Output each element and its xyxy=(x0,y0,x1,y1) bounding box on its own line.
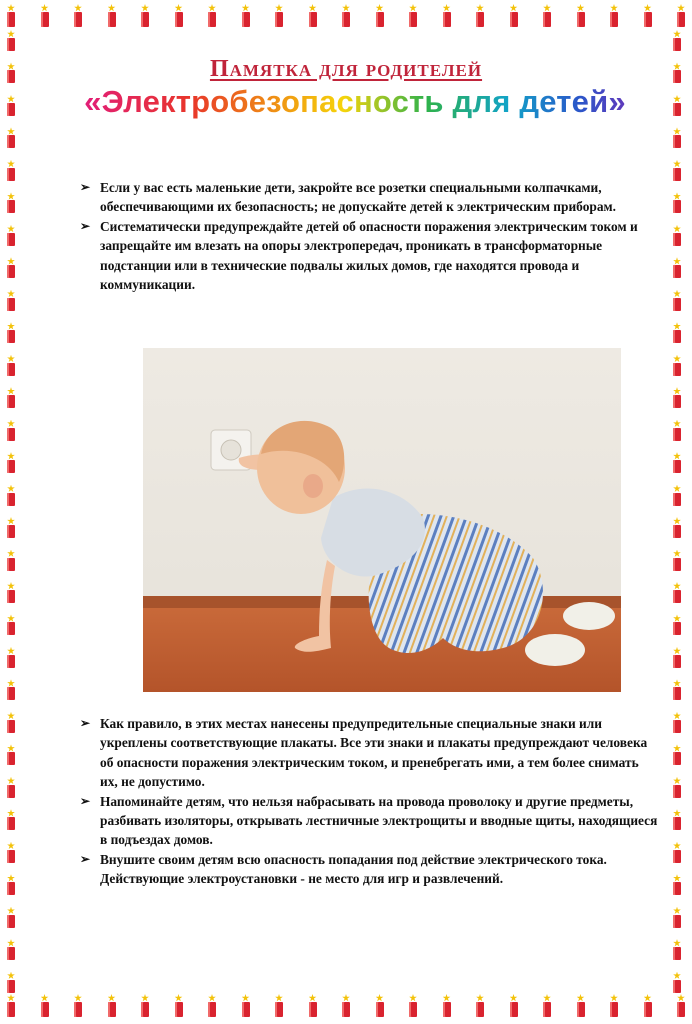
candle-icon xyxy=(670,809,684,831)
bottom-candle-border xyxy=(4,994,688,1020)
candle-icon xyxy=(4,517,18,539)
candle-icon xyxy=(674,994,688,1018)
top-candle-border xyxy=(4,4,688,30)
candle-icon xyxy=(670,582,684,604)
candle-icon xyxy=(540,4,554,28)
candle-icon xyxy=(406,4,420,28)
candle-icon xyxy=(670,225,684,247)
candle-icon xyxy=(172,994,186,1018)
candle-icon xyxy=(670,939,684,961)
candle-icon xyxy=(670,420,684,442)
candle-icon xyxy=(406,994,420,1018)
candle-icon xyxy=(138,994,152,1018)
candle-icon xyxy=(4,614,18,636)
candle-icon xyxy=(4,842,18,864)
candle-icon xyxy=(38,4,52,28)
candle-icon xyxy=(306,994,320,1018)
memo-subtitle: «Электробезопасность для детей» xyxy=(60,84,650,120)
candle-icon xyxy=(670,744,684,766)
candle-icon xyxy=(71,994,85,1018)
candle-icon xyxy=(670,192,684,214)
candle-icon xyxy=(105,994,119,1018)
bottom-bullet-list xyxy=(78,714,658,889)
candle-icon xyxy=(670,452,684,474)
candle-icon xyxy=(670,485,684,507)
candle-icon xyxy=(670,127,684,149)
candle-icon xyxy=(373,4,387,28)
left-candle-border xyxy=(4,30,22,994)
candle-icon xyxy=(641,4,655,28)
candle-icon xyxy=(574,4,588,28)
arrow-bullet-icon: ➢ xyxy=(80,793,91,808)
candle-icon xyxy=(239,4,253,28)
bullet-item xyxy=(78,714,658,792)
bullet-text: Внушите своим детям всю опасность попадания под действие электрического тока. Действующие электроустановки - не место для игр и развлечений. xyxy=(100,851,607,887)
candle-icon xyxy=(473,4,487,28)
baby-at-socket-photo xyxy=(143,348,621,692)
candle-icon xyxy=(670,712,684,734)
candle-icon xyxy=(574,994,588,1018)
candle-icon xyxy=(4,647,18,669)
candle-icon xyxy=(272,4,286,28)
top-bullet-list xyxy=(78,178,658,294)
arrow-bullet-icon: ➢ xyxy=(80,716,91,730)
candle-icon xyxy=(205,994,219,1018)
candle-icon xyxy=(670,874,684,896)
arrow-bullet-icon: ➢ xyxy=(80,180,91,194)
candle-icon xyxy=(670,160,684,182)
bullet-item xyxy=(78,178,658,217)
candle-icon xyxy=(4,939,18,961)
candle-icon xyxy=(306,4,320,28)
bullet-text: Напоминайте детям, что нельзя набрасывать на провода проволоку и другие предметы, разбивать изоляторы, открывать лестничные электрощиты и вводные щиты, находящиеся в подъездах домов. xyxy=(100,793,658,848)
candle-icon xyxy=(373,994,387,1018)
candle-icon xyxy=(674,4,688,28)
candle-icon xyxy=(4,290,18,312)
candle-icon xyxy=(4,582,18,604)
candle-icon xyxy=(4,744,18,766)
candle-icon xyxy=(71,4,85,28)
candle-icon xyxy=(172,4,186,28)
candle-icon xyxy=(670,550,684,572)
candle-icon xyxy=(4,485,18,507)
candle-icon xyxy=(670,647,684,669)
candle-icon xyxy=(507,4,521,28)
arrow-bullet-icon: ➢ xyxy=(80,851,91,866)
bullet-text: Как правило, в этих местах нанесены предупредительные специальные знаки или укреплены соответствующие плакаты. Все эти знаки и плакаты предупреждают человека об опасности поражения электрическим током, и пренебрегать ими, а тем более снимать их, не допустимо. xyxy=(100,716,648,790)
candle-icon xyxy=(670,614,684,636)
candle-icon xyxy=(4,160,18,182)
candle-icon xyxy=(205,4,219,28)
candle-icon xyxy=(670,679,684,701)
candle-icon xyxy=(239,994,253,1018)
candle-icon xyxy=(670,842,684,864)
candle-icon xyxy=(4,225,18,247)
candle-icon xyxy=(4,972,18,994)
candle-icon xyxy=(4,679,18,701)
candle-icon xyxy=(4,30,18,52)
candle-icon xyxy=(4,550,18,572)
candle-icon xyxy=(4,452,18,474)
candle-icon xyxy=(670,257,684,279)
candle-icon xyxy=(670,777,684,799)
bullet-item xyxy=(78,792,658,850)
candle-icon xyxy=(440,994,454,1018)
candle-icon xyxy=(4,809,18,831)
candle-icon xyxy=(4,777,18,799)
candle-icon xyxy=(4,712,18,734)
bullet-item xyxy=(78,217,658,295)
candle-icon xyxy=(38,994,52,1018)
right-candle-border xyxy=(670,30,688,994)
candle-icon xyxy=(138,4,152,28)
candle-icon xyxy=(4,907,18,929)
bullet-text: Систематически предупреждайте детей об опасности поражения электрическим током и запрещайте им влезать на опоры электропередач, проникать в трансформаторные подстанции или в технические подвалы жилых домов, где находятся провода и коммуникации. xyxy=(100,218,638,293)
candle-icon xyxy=(4,4,18,28)
candle-icon xyxy=(670,387,684,409)
candle-icon xyxy=(4,387,18,409)
candle-icon xyxy=(670,322,684,344)
candle-icon xyxy=(272,994,286,1018)
candle-icon xyxy=(473,994,487,1018)
candle-icon xyxy=(4,994,18,1018)
candle-icon xyxy=(607,4,621,28)
candle-icon xyxy=(670,972,684,994)
arrow-bullet-icon: ➢ xyxy=(80,218,91,233)
candle-icon xyxy=(670,30,684,52)
candle-icon xyxy=(4,192,18,214)
candle-icon xyxy=(4,95,18,117)
candle-icon xyxy=(4,257,18,279)
candle-icon xyxy=(641,994,655,1018)
candle-icon xyxy=(4,355,18,377)
candle-icon xyxy=(670,355,684,377)
candle-icon xyxy=(4,322,18,344)
bullet-text: Если у вас есть маленькие дети, закройте все розетки специальными колпачками, обеспечивающими их безопасность; не допускайте детей к электрическим приборам. xyxy=(100,180,617,215)
candle-icon xyxy=(670,517,684,539)
candle-icon xyxy=(339,4,353,28)
candle-icon xyxy=(440,4,454,28)
memo-title: Памятка для родителей xyxy=(209,56,483,82)
candle-icon xyxy=(607,994,621,1018)
candle-icon xyxy=(670,907,684,929)
candle-icon xyxy=(339,994,353,1018)
candle-icon xyxy=(4,420,18,442)
candle-icon xyxy=(4,874,18,896)
candle-icon xyxy=(4,127,18,149)
candle-icon xyxy=(105,4,119,28)
bullet-item xyxy=(78,850,658,889)
candle-icon xyxy=(507,994,521,1018)
candle-icon xyxy=(670,95,684,117)
candle-icon xyxy=(670,290,684,312)
candle-icon xyxy=(540,994,554,1018)
